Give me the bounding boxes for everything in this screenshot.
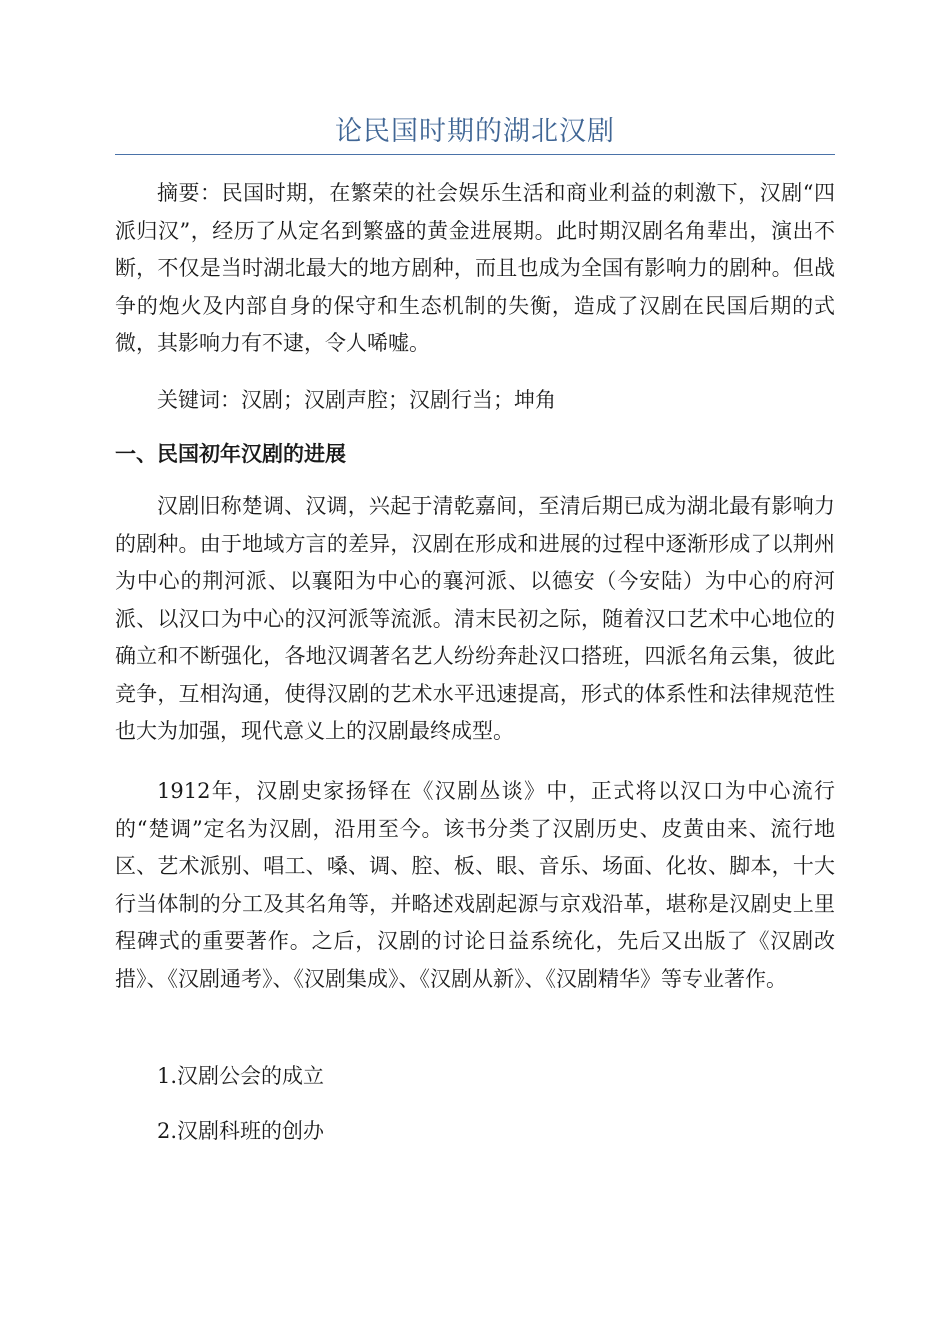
document-title: 论民国时期的湖北汉剧 bbox=[335, 116, 615, 147]
body-paragraph-2: 1912年，汉剧史家扬铎在《汉剧丛谈》中，正式将以汉口为中心流行的“楚调”定名为汉剧，沿用至今。该书分类了汉剧历史、皮黄由来、流行地区、艺术派别、唱工、嗓、调、腔、板、眼、音乐、场面、化妆、脚本，十大行当体制的分工及其名角等，并略述戏剧起源与京戏沿革，堪称是汉剧史上里程碑式的重要著作。之后，汉剧的讨论日益系统化，先后又出版了《汉剧改措》、《汉剧通考》、《汉剧集成》、《汉剧从新》、《汉剧精华》等专业著作。 bbox=[115, 779, 835, 991]
title-underline bbox=[115, 154, 835, 155]
section-heading: 一、民国初年汉剧的进展 bbox=[115, 442, 346, 466]
body-paragraph-1: 汉剧旧称楚调、汉调，兴起于清乾嘉间，至清后期已成为湖北最有影响力的剧种。由于地域方言的差异，汉剧在形成和进展的过程中逐渐形成了以荆州为中心的荆河派、以襄阳为中心的襄河派、以德安（今安陆）为中心的府河派、以汉口为中心的汉河派等流派。清末民初之际，随着汉口艺术中心地位的确立和不断强化，各地汉调著名艺人纷纷奔赴汉口搭班，四派名角云集，彼此竞争，互相沟通，使得汉剧的艺术水平迅速提高，形式的体系性和法律规范性也大为加强，现代意义上的汉剧最终成型。 bbox=[115, 494, 835, 743]
subsection-heading-2: 2.汉剧科班的创办 bbox=[157, 1119, 325, 1143]
abstract-paragraph: 摘要：民国时期，在繁荣的社会娱乐生活和商业利益的刺激下，汉剧“四派归汉”，经历了从定名到繁盛的黄金进展期。此时期汉剧名角辈出，演出不断，不仅是当时湖北最大的地方剧种，而且也成为全国有影响力的剧种。但战争的炮火及内部自身的保守和生态机制的失衡，造成了汉剧在民国后期的式微，其影响力有不逮，令人唏嘘。 bbox=[115, 181, 835, 355]
keywords-line: 关键词：汉剧；汉剧声腔；汉剧行当；坤角 bbox=[157, 388, 556, 412]
subsection-heading-1: 1.汉剧公会的成立 bbox=[157, 1064, 325, 1088]
